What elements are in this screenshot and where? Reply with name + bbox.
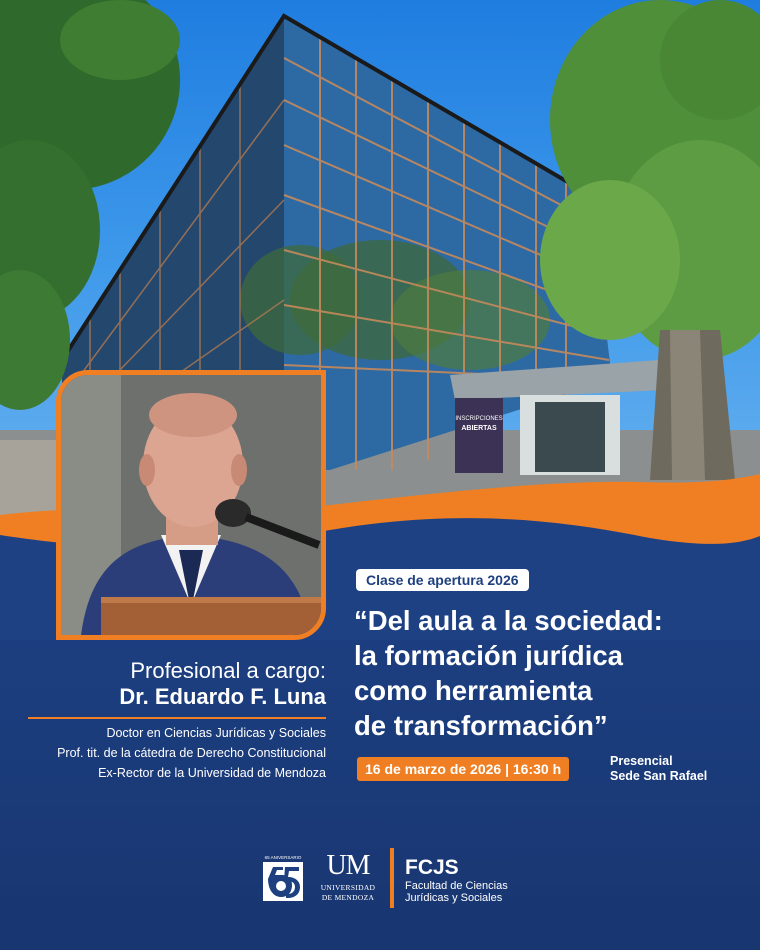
speaker-credential: Ex-Rector de la Universidad de Mendoza [98,766,326,780]
speaker-name: Dr. Eduardo F. Luna [119,684,326,709]
event-venue: Sede San Rafael [610,769,708,783]
university-name-line: DE MENDOZA [321,893,375,902]
faculty-name-line: Jurídicas y Sociales [405,892,503,904]
faculty-name-line: Facultad de Ciencias [405,880,508,892]
event-title-line: como herramienta [354,675,593,706]
event-title-line: la formación jurídica [354,640,623,671]
event-title-line: “Del aula a la sociedad: [354,605,663,636]
anniversary-logo-text: 65 ANIVERSARIO [264,855,302,860]
speaker-credential: Doctor en Ciencias Jurídicas y Sociales [106,726,326,740]
university-mark: UM [326,850,370,881]
signage-text-1: INSCRIPCIONES [455,416,503,422]
event-mode: Presencial [610,754,673,768]
anniversary-65-logo [261,853,305,903]
event-badge: Clase de apertura 2026 [356,569,529,591]
faculty-acronym: FCJS [405,856,459,879]
speaker-photo [56,370,326,640]
footer-divider [390,848,394,908]
university-name-line: UNIVERSIDAD [320,883,376,892]
speaker-illustration [61,375,321,635]
speaker-credential: Prof. tit. de la cátedra de Derecho Constitucional [57,746,326,760]
signage-text-2: ABIERTAS [461,425,497,432]
event-title-line: de transformación” [354,710,608,741]
speaker-divider [28,717,326,719]
speaker-role-label: Profesional a cargo: [130,658,326,683]
event-date-badge: 16 de marzo de 2026 | 16:30 h [357,757,569,781]
